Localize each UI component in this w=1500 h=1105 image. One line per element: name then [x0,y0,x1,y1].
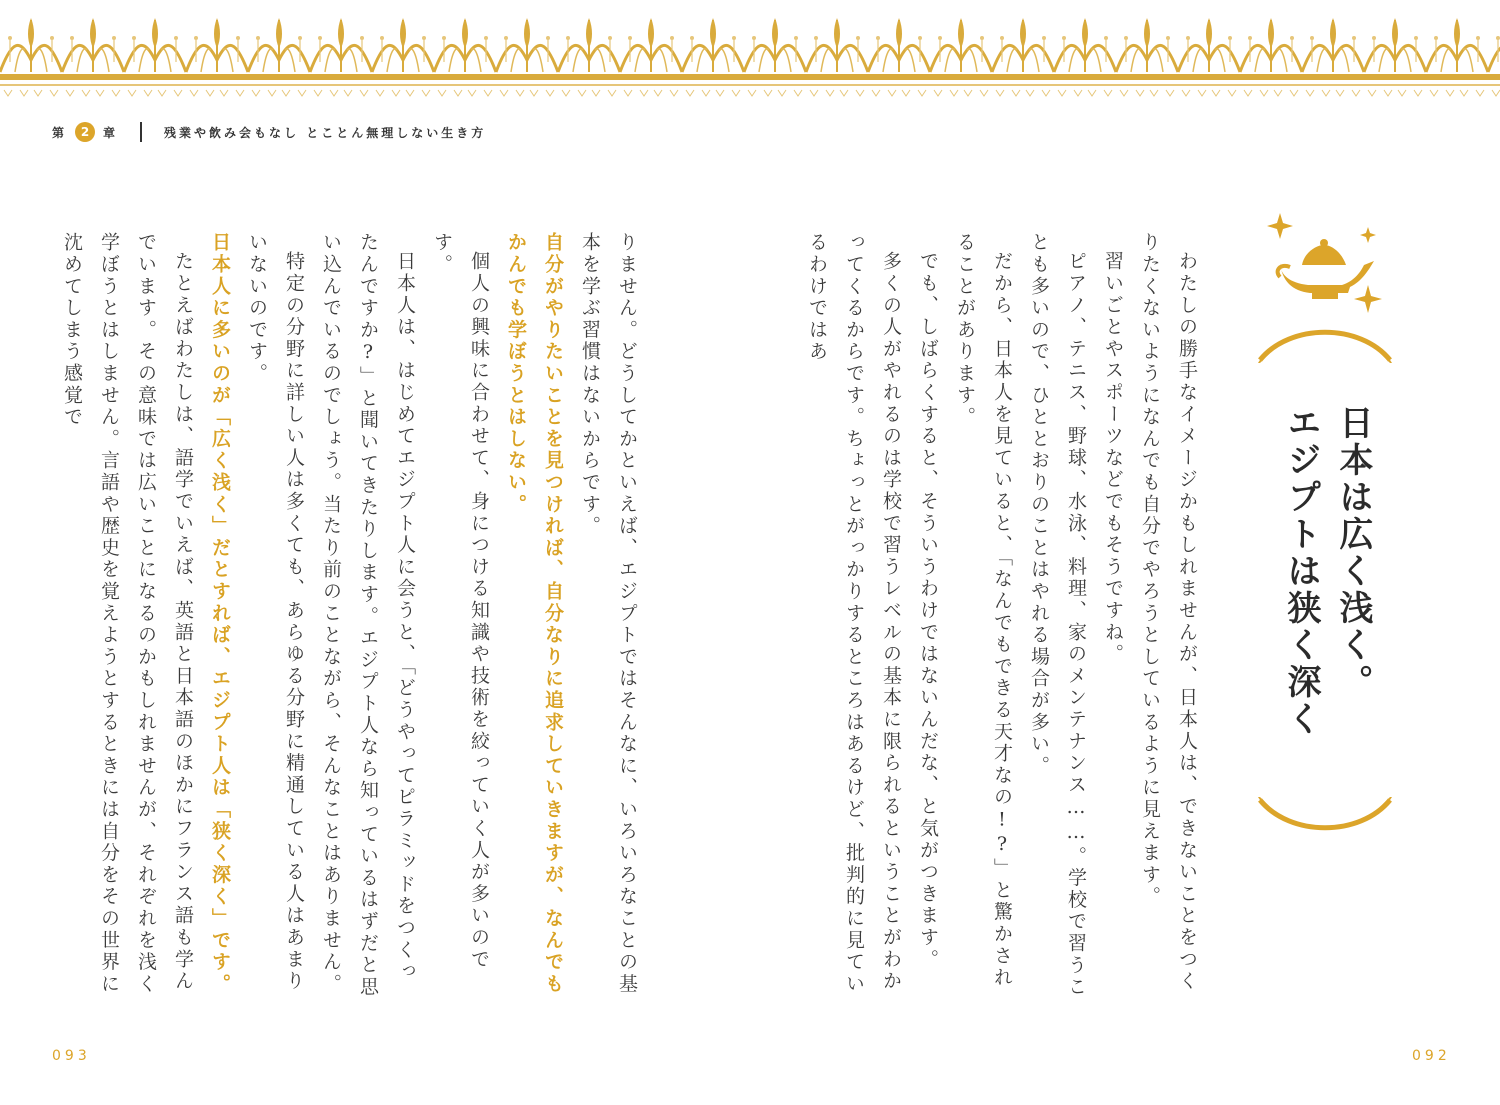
ornamental-border [0,0,1500,108]
paragraph: りません。どうしてかといえば、エジプトではそんなに、いろいろなことの基本を学ぶ習慣はないからです。 [579,232,638,995]
paragraph: 日本人は、はじめてエジプト人に会うと、「どうやってピラミッドをつくったんですか?」と聞いてきたりします。エジプト人なら知っているはずだと思い込んでいるのでしょう。当たり前のことながら、そんなことはありません。 [320,232,416,998]
paragraph: ピアノ、テニス、野球、水泳、料理、家のメンテナンス……。学校で習うことも多いので、ひととおりのことはやれる場合が多い。 [1028,232,1087,999]
left-page-body [53,232,645,1002]
paragraph: だから、日本人を見ていると、「なんでもできる天才なの!?」と驚かされることがあります。 [954,232,1013,989]
section-title [1275,405,1379,785]
chapter-title: 残業や飲み会もなし とことん無理しない生き方 [164,125,487,140]
paragraph: 特定の分野に詳しい人は多くても、あらゆる分野に精通している人はあまりいないのです。 [246,232,305,993]
paragraph: 多くの人がやれるのは学校で習うレベルの基本に限られるということがわかってくるからです。ちょっとがっかりするところはあるけど、批判的に見ているわけではあ [806,232,902,995]
paragraph: でも、しばらくすると、そういうわけではないんだな、と気がつきます。 [917,251,939,971]
chapter-suffix: 章 [103,125,119,140]
highlighted-paragraph: 自分がやりたいことを見つければ、自分なりに追求していきますが、なんでもかんでも学ぼうとはしない。 [505,232,564,995]
chapter-prefix: 第 [52,125,68,140]
highlighted-paragraph: 日本人に多いのが「広く浅く」だとすれば、エジプト人は「狭く深く」です。 [209,232,231,995]
page-number-left: 093 [52,1048,91,1064]
chapter-number-badge: 2 [75,122,95,142]
section-title-block [1250,205,1400,855]
section-title-line2: エジプトは狭く深く [1281,405,1321,738]
paragraph: 習いごとやスポーツなどでもそうですね。 [1102,251,1124,666]
paragraph: わたしの勝手なイメージかもしれませんが、日本人は、できないことをつくりたくないようになんでも自分でやろうとしているように見えます。 [1139,232,1198,993]
chapter-header [52,120,486,144]
header-divider [140,122,142,142]
paragraph: 個人の興味に合わせて、身につける知識や技術を絞っていく人が多いのです。 [431,232,490,971]
section-title-line1: 日本は広く浅く。 [1333,405,1373,701]
paragraph: たとえばわたしは、語学でいえば、英語と日本語のほかにフランス語も学んでいます。その意味では広いことになるのかもしれませんが、それぞれを浅く学ぼうとはしません。言語や歴史を覚えようとするときには自分をその世界に沈めてしまう感覚で [61,232,194,995]
page-number-right: 092 [1412,1048,1451,1064]
right-page-body [798,232,1205,1002]
